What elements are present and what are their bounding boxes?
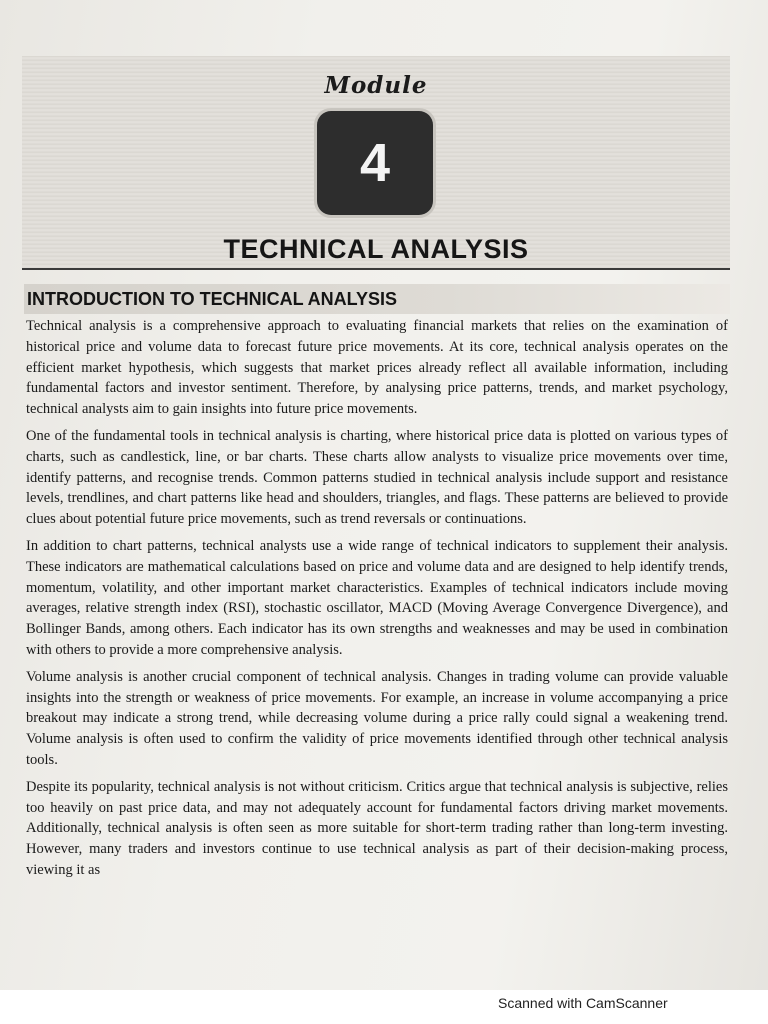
- section-title: INTRODUCTION TO TECHNICAL ANALYSIS: [27, 289, 398, 309]
- paragraph: In addition to chart patterns, technical analysts use a wide range of technical indicators to supplement their analysis. These indicators are mathematical calculations based on price and volume data and are designed to help identify trends, momentum, volatility, and other important market characteristics. Examples of technical indicators include moving averages, relative strength index (RSI), stochastic oscillator, MACD (Moving Average Convergence Divergence), and Bollinger Bands, among others. Each indicator has its own strengths and weaknesses and may be used in combination with others to provide a more comprehensive analysis.: [26, 537, 728, 658]
- chapter-title: TECHNICAL ANALYSIS: [223, 234, 529, 264]
- scanner-watermark: Scanned with CamScanner: [498, 995, 668, 1011]
- paragraph: One of the fundamental tools in technical analysis is charting, where historical price data is plotted on various types of charts, such as candlestick, line, or bar charts. These charts allow analysts to visualize price movements over time, identify patterns, and recognise trends. Common patterns studied in technical analysis include support and resistance levels, trendlines, and chart patterns like head and shoulders, triangles, and flags. These patterns are believed to provide clues about potential future price movements, such as trend reversals or continuations.: [26, 427, 728, 528]
- paragraph: Volume analysis is another crucial component of technical analysis. Changes in trading volume can provide valuable insights into the strength or weakness of price movements. For example, an increase in volume accompanying a price breakout may indicate a strong trend, while decreasing volume during a price rally could signal a weakening trend. Volume analysis is often used to confirm the validity of price movements identified through other technical analysis tools.: [26, 668, 728, 768]
- module-number: 4: [359, 133, 391, 193]
- section-heading-bar: [24, 284, 730, 314]
- body-text: [26, 316, 728, 887]
- module-number-badge: [317, 111, 433, 215]
- module-banner: [22, 56, 730, 270]
- paragraph: Despite its popularity, technical analysis is not without criticism. Critics argue that technical analysis is subjective, relies too heavily on past price data, and may not adequately account for fundamental factors driving market movements. Additionally, technical analysis is often seen as more suitable for short-term trading rather than long-term investing. However, many traders and investors continue to use technical analysis as part of their decision-making process, viewing it as: [26, 778, 728, 878]
- paragraph: Technical analysis is a comprehensive approach to evaluating financial markets that relies on the examination of historical price and volume data to forecast future price movements. At its core, technical analysis operates on the efficient market hypothesis, which suggests that market prices already reflect all available information, including fundamental factors and investor sentiment. Therefore, by analysing price patterns, trends, and market psychology, technical analysts aim to gain insights into future price movements.: [26, 318, 728, 418]
- module-label: Module: [324, 72, 428, 99]
